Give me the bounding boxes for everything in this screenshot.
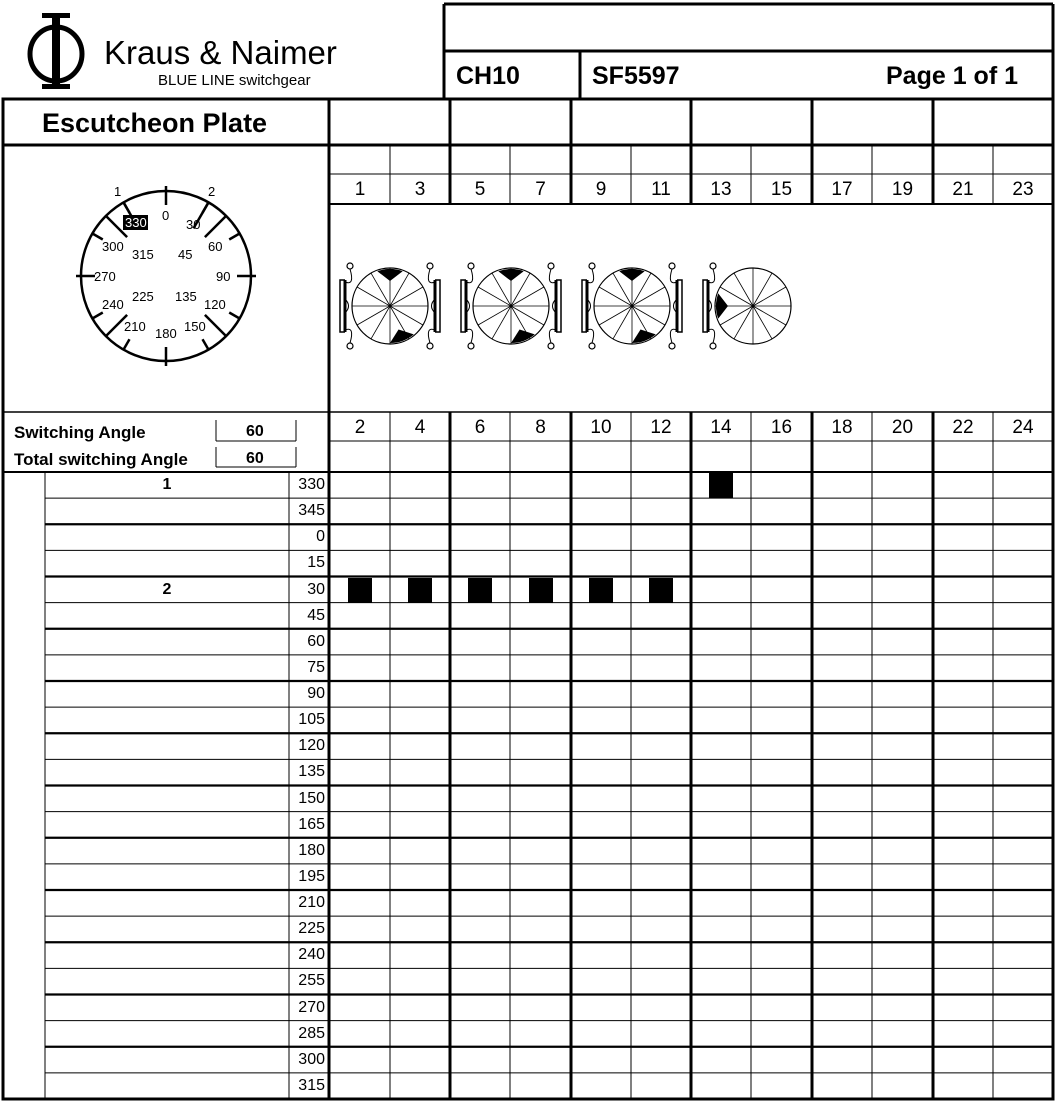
position-1: 1 (162, 476, 172, 493)
top-terminal-9: 9 (595, 179, 607, 200)
dial-angle-45: 45 (178, 247, 193, 262)
angle-105: 105 (298, 711, 325, 729)
top-terminal-3: 3 (414, 179, 426, 200)
angle-180: 180 (298, 841, 325, 859)
escutcheon-dial (8, 178, 328, 408)
dial-angle-300: 300 (102, 239, 124, 254)
angle-15: 15 (307, 554, 325, 572)
position-2: 2 (162, 580, 172, 598)
series-code: CH10 (456, 62, 520, 90)
dial-angle-60: 60 (208, 239, 223, 254)
dial-angle-0: 0 (162, 208, 170, 223)
bottom-terminal-14: 14 (710, 417, 732, 438)
total-switching-angle-value: 60 (246, 450, 264, 467)
dial-angle-240: 240 (102, 297, 124, 312)
dial-angle-210: 210 (124, 319, 146, 334)
bottom-terminal-22: 22 (952, 417, 974, 438)
angle-45: 45 (307, 606, 325, 624)
angle-285: 285 (298, 1024, 325, 1042)
dial-angle-90: 90 (216, 269, 231, 284)
dial-angle-330: 330 (125, 215, 147, 230)
angle-75: 75 (307, 658, 325, 676)
bottom-terminal-16: 16 (770, 417, 793, 438)
top-terminal-13: 13 (710, 179, 732, 200)
angle-165: 165 (298, 815, 325, 833)
top-terminal-21: 21 (952, 179, 974, 200)
contact-closed-11-12 (649, 578, 673, 603)
angle-330: 330 (298, 476, 325, 493)
page-indicator: Page 1 of 1 (886, 62, 1018, 90)
angle-315: 315 (298, 1076, 325, 1094)
dial-angle-225: 225 (132, 289, 154, 304)
top-terminal-7: 7 (535, 179, 546, 200)
bottom-terminal-6: 6 (474, 417, 486, 438)
contact-closed-1-2 (348, 578, 372, 603)
angle-300: 300 (298, 1050, 325, 1068)
bottom-terminal-24: 24 (1012, 417, 1034, 438)
angle-345: 345 (298, 502, 325, 520)
bottom-terminal-12: 12 (650, 417, 672, 438)
bottom-terminal-8: 8 (535, 417, 546, 438)
brand-name: Kraus & Naimer (104, 34, 337, 71)
angle-270: 270 (298, 998, 325, 1016)
dial-angle-30: 30 (186, 217, 201, 232)
dial-angle-315: 315 (132, 247, 154, 262)
kraus-naimer-logo-icon (22, 12, 92, 92)
angle-225: 225 (298, 920, 325, 938)
angle-150: 150 (298, 789, 325, 807)
contact-closed-7-8 (529, 578, 553, 603)
bottom-terminal-2: 2 (354, 417, 366, 438)
angle-60: 60 (307, 632, 325, 650)
top-terminal-23: 23 (1012, 179, 1034, 200)
dial-angle-120: 120 (204, 297, 226, 312)
angle-30: 30 (307, 580, 325, 598)
contact-closed-5-6 (468, 578, 492, 603)
top-terminal-19: 19 (891, 179, 914, 200)
dial-angle-135: 135 (175, 289, 197, 304)
drawing-number: SF5597 (592, 62, 680, 90)
top-terminal-11: 11 (651, 179, 671, 200)
angle-195: 195 (298, 867, 325, 885)
contact-closed-3-4 (408, 578, 432, 603)
bottom-terminal-4: 4 (414, 417, 426, 438)
top-terminal-1: 1 (354, 179, 366, 200)
contact-closed-13-14 (709, 473, 733, 498)
dial-position-2: 2 (208, 184, 216, 199)
angle-210: 210 (298, 894, 325, 911)
angle-240: 240 (298, 946, 325, 964)
contact-diagrams (335, 258, 805, 368)
switching-angle-value: 60 (246, 423, 264, 440)
switching-angle-label: Switching Angle (14, 423, 146, 442)
angle-90: 90 (307, 685, 325, 702)
angle-255: 255 (298, 972, 325, 990)
top-terminal-17: 17 (831, 179, 853, 200)
dial-angle-150: 150 (184, 319, 206, 334)
total-switching-angle-label: Total switching Angle (14, 450, 188, 469)
bottom-terminal-10: 10 (590, 417, 612, 438)
dial-angle-180: 180 (155, 326, 177, 341)
top-terminal-15: 15 (770, 179, 793, 200)
contact-closed-9-10 (589, 578, 613, 603)
dial-position-1: 1 (114, 184, 122, 199)
top-terminal-5: 5 (474, 179, 486, 200)
angle-120: 120 (298, 737, 325, 755)
dial-angle-270: 270 (94, 269, 116, 284)
bottom-terminal-18: 18 (831, 417, 853, 438)
bottom-terminal-20: 20 (891, 417, 914, 438)
brand-tagline: BLUE LINE switchgear (158, 72, 311, 89)
angle-0: 0 (316, 528, 325, 546)
angle-135: 135 (298, 763, 325, 781)
escutcheon-title: Escutcheon Plate (42, 108, 268, 138)
